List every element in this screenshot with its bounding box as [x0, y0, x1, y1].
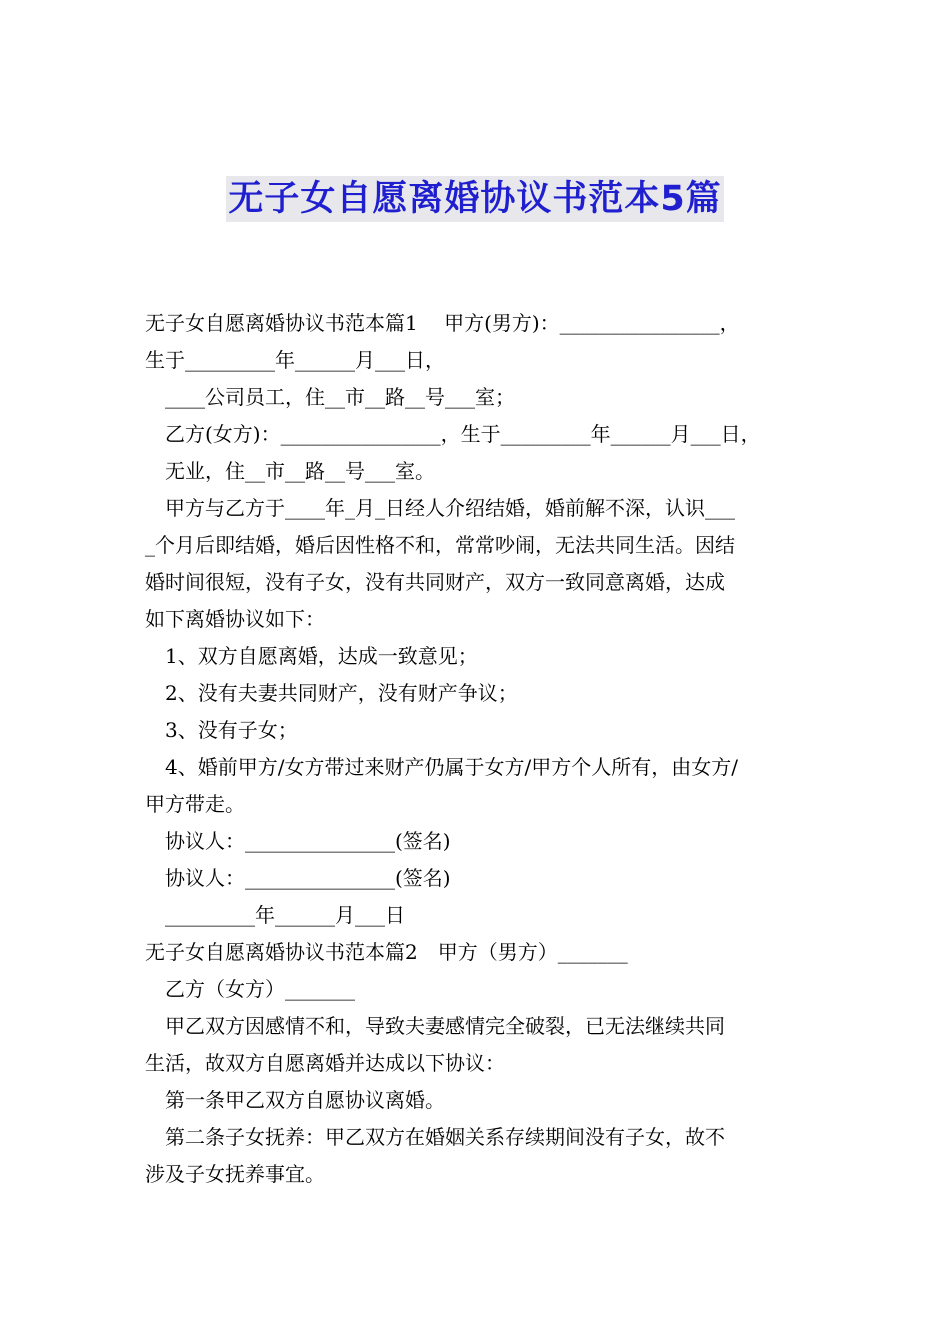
body-line: 涉及子女抚养事宜。	[145, 1162, 325, 1186]
body-line: 乙方(女方)：________________，生于_________年______月___日，	[165, 422, 761, 446]
title-container	[0, 176, 950, 222]
body-line: 甲方与乙方于____年_月_日经人介绍结婚，婚前解不深，认识___	[165, 496, 735, 520]
body-line: 协议人：_______________(签名)	[165, 866, 451, 890]
body-line: 3、没有子女；	[165, 718, 298, 742]
body-line: 无子女自愿离婚协议书范本篇1 甲方(男方)：________________，	[145, 311, 740, 335]
body-line: 1、双方自愿离婚，达成一致意见；	[165, 644, 478, 668]
body-line: 甲乙双方因感情不和，导致夫妻感情完全破裂，已无法继续共同	[165, 1014, 725, 1038]
body-line: 乙方（女方）_______	[165, 977, 355, 1001]
body-line: 第二条子女抚养：甲乙双方在婚姻关系存续期间没有子女，故不	[165, 1125, 725, 1149]
body-line: 婚时间很短，没有子女，没有共同财产，双方一致同意离婚，达成	[145, 570, 725, 594]
body-line: 无子女自愿离婚协议书范本篇2 甲方（男方）_______	[145, 940, 628, 964]
body-line: 第一条甲乙双方自愿协议离婚。	[165, 1088, 445, 1112]
body-line: 甲方带走。	[145, 792, 245, 816]
body-line: _________年______月___日	[165, 903, 405, 927]
document-body	[145, 305, 810, 1193]
body-line: 生于_________年______月___日，	[145, 348, 445, 372]
body-line: 无业，住__市__路__号___室。	[165, 459, 435, 483]
body-line: 如下离婚协议如下：	[145, 607, 325, 631]
body-line: _个月后即结婚，婚后因性格不和，常常吵闹，无法共同生活。因结	[145, 533, 735, 557]
body-line: 2、没有夫妻共同财产，没有财产争议；	[165, 681, 518, 705]
body-line: 4、婚前甲方/女方带过来财产仍属于女方/甲方个人所有，由女方/	[165, 755, 738, 779]
body-line: 生活，故双方自愿离婚并达成以下协议：	[145, 1051, 505, 1075]
document-title: 无子女自愿离婚协议书范本5篇	[226, 176, 723, 222]
body-line: ____公司员工，住__市__路__号___室；	[165, 385, 515, 409]
body-line: 协议人：_______________(签名)	[165, 829, 451, 853]
